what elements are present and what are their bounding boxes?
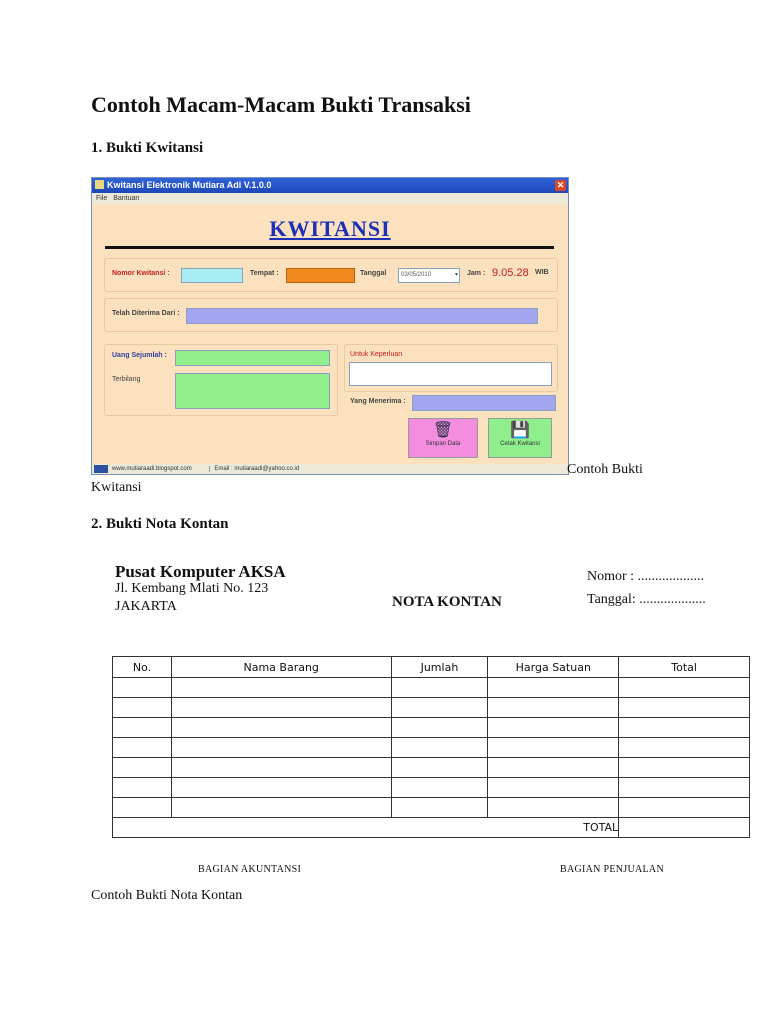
col-jumlah: Jumlah (391, 657, 488, 678)
table-cell[interactable] (171, 718, 391, 738)
simpan-data-button[interactable] (408, 418, 478, 458)
simpan-data-label: Simpan Data (425, 441, 461, 447)
section-2-heading: 2. Bukti Nota Kontan (91, 516, 229, 532)
status-left: www.mutiaraadi.blogspot.com (112, 466, 192, 472)
total-label: TOTAL (113, 818, 619, 838)
tempat-field[interactable] (286, 268, 355, 283)
table-cell[interactable] (113, 798, 172, 818)
network-icon (94, 465, 108, 473)
sign-akuntansi: BAGIAN AKUNTANSI (198, 864, 302, 875)
untuk-keperluan-label: Untuk Keperluan (350, 351, 403, 358)
table-cell[interactable] (619, 718, 750, 738)
store-city: JAKARTA (115, 599, 177, 614)
trash-icon: 🗑 (432, 422, 454, 439)
table-cell[interactable] (488, 678, 619, 698)
menu-file[interactable]: File (96, 195, 108, 202)
table-cell[interactable] (619, 698, 750, 718)
table-cell[interactable] (171, 698, 391, 718)
total-row (113, 818, 750, 838)
section-1-heading: 1. Bukti Kwitansi (91, 140, 204, 156)
jam-value: 9.05.28 (492, 267, 529, 279)
tempat-label: Tempat : (250, 270, 279, 277)
nota-table (112, 656, 750, 838)
table-cell[interactable] (391, 758, 488, 778)
nomor-kwitansi-field[interactable] (181, 268, 243, 283)
nota-tanggal: Tanggal: ................... (587, 592, 706, 607)
app-menubar (92, 193, 568, 204)
table-cell[interactable] (488, 738, 619, 758)
telah-diterima-field[interactable] (186, 308, 538, 324)
table-cell[interactable] (171, 678, 391, 698)
jam-label: Jam : (467, 270, 486, 277)
table-cell[interactable] (488, 718, 619, 738)
tanggal-label: Tanggal (360, 270, 387, 277)
table-cell[interactable] (113, 718, 172, 738)
yang-menerima-field[interactable] (412, 395, 556, 411)
app-window-title: Kwitansi Elektronik Mutiara Adi V.1.0.0 (107, 180, 272, 190)
col-total: Total (619, 657, 750, 678)
table-cell[interactable] (619, 778, 750, 798)
kwitansi-caption-right: Contoh Bukti (567, 462, 643, 477)
table-cell[interactable] (391, 678, 488, 698)
nota-caption: Contoh Bukti Nota Kontan (91, 888, 243, 903)
table-cell[interactable] (619, 758, 750, 778)
table-cell[interactable] (113, 778, 172, 798)
sign-penjualan: BAGIAN PENJUALAN (560, 864, 664, 875)
table-row (113, 758, 750, 778)
uang-sejumlah-label: Uang Sejumlah : (112, 352, 167, 359)
table-cell[interactable] (113, 758, 172, 778)
table-cell[interactable] (171, 778, 391, 798)
wib-label: WIB (535, 269, 549, 276)
table-cell[interactable] (113, 698, 172, 718)
yang-menerima-label: Yang Menerima : (350, 398, 406, 405)
total-cell[interactable] (619, 818, 750, 838)
page-title: Contoh Macam-Macam Bukti Transaksi (91, 92, 471, 117)
table-cell[interactable] (619, 798, 750, 818)
store-name: Pusat Komputer AKSA (115, 562, 286, 581)
close-icon[interactable]: ✕ (556, 180, 565, 190)
kwitansi-caption-left: Kwitansi (91, 480, 142, 495)
table-cell[interactable] (391, 718, 488, 738)
table-cell[interactable] (619, 738, 750, 758)
chevron-down-icon: ▾ (454, 272, 458, 278)
nota-title: NOTA KONTAN (392, 594, 502, 610)
terbilang-field[interactable] (175, 373, 330, 409)
cetak-kwitansi-button[interactable] (488, 418, 552, 458)
col-nama-barang: Nama Barang (171, 657, 391, 678)
nota-header-row (113, 657, 750, 678)
col-harga-satuan: Harga Satuan (488, 657, 619, 678)
table-cell[interactable] (619, 678, 750, 698)
table-cell[interactable] (171, 798, 391, 818)
table-cell[interactable] (488, 778, 619, 798)
heading-divider (105, 246, 554, 249)
app-statusbar (92, 464, 568, 474)
tanggal-value: 03/05/2010 (401, 272, 432, 278)
table-cell[interactable] (113, 678, 172, 698)
table-row (113, 698, 750, 718)
terbilang-label: Terbilang (112, 376, 141, 383)
table-row (113, 718, 750, 738)
nota-nomor: Nomor : ................... (587, 569, 705, 584)
menu-bantuan[interactable]: Bantuan (113, 195, 140, 202)
table-cell[interactable] (488, 698, 619, 718)
table-cell[interactable] (171, 738, 391, 758)
table-cell[interactable] (391, 698, 488, 718)
floppy-disk-icon: 💾 (510, 422, 530, 439)
cetak-kwitansi-label: Cetak Kwitansi (500, 441, 540, 447)
tanggal-select[interactable] (398, 268, 460, 283)
table-row (113, 678, 750, 698)
untuk-keperluan-field[interactable] (349, 362, 552, 386)
table-row (113, 798, 750, 818)
app-titlebar (92, 178, 568, 193)
kwitansi-heading: KWITANSI (269, 216, 391, 241)
app-icon (95, 180, 104, 189)
kwitansi-app-screenshot (91, 177, 569, 475)
table-cell[interactable] (391, 778, 488, 798)
status-right: Email : mutiaraadi@yahoo.co.id (209, 466, 299, 472)
table-cell[interactable] (488, 798, 619, 818)
telah-diterima-label: Telah Diterima Dari : (112, 310, 180, 317)
nomor-label: Nomor Kwitansi : (112, 270, 170, 277)
table-cell[interactable] (171, 758, 391, 778)
table-cell[interactable] (391, 798, 488, 818)
table-row (113, 738, 750, 758)
table-cell[interactable] (488, 758, 619, 778)
col-no: No. (113, 657, 172, 678)
uang-sejumlah-field[interactable] (175, 350, 330, 366)
store-address: Jl. Kembang Mlati No. 123 (115, 581, 269, 596)
table-cell[interactable] (391, 738, 488, 758)
table-row (113, 778, 750, 798)
table-cell[interactable] (113, 738, 172, 758)
